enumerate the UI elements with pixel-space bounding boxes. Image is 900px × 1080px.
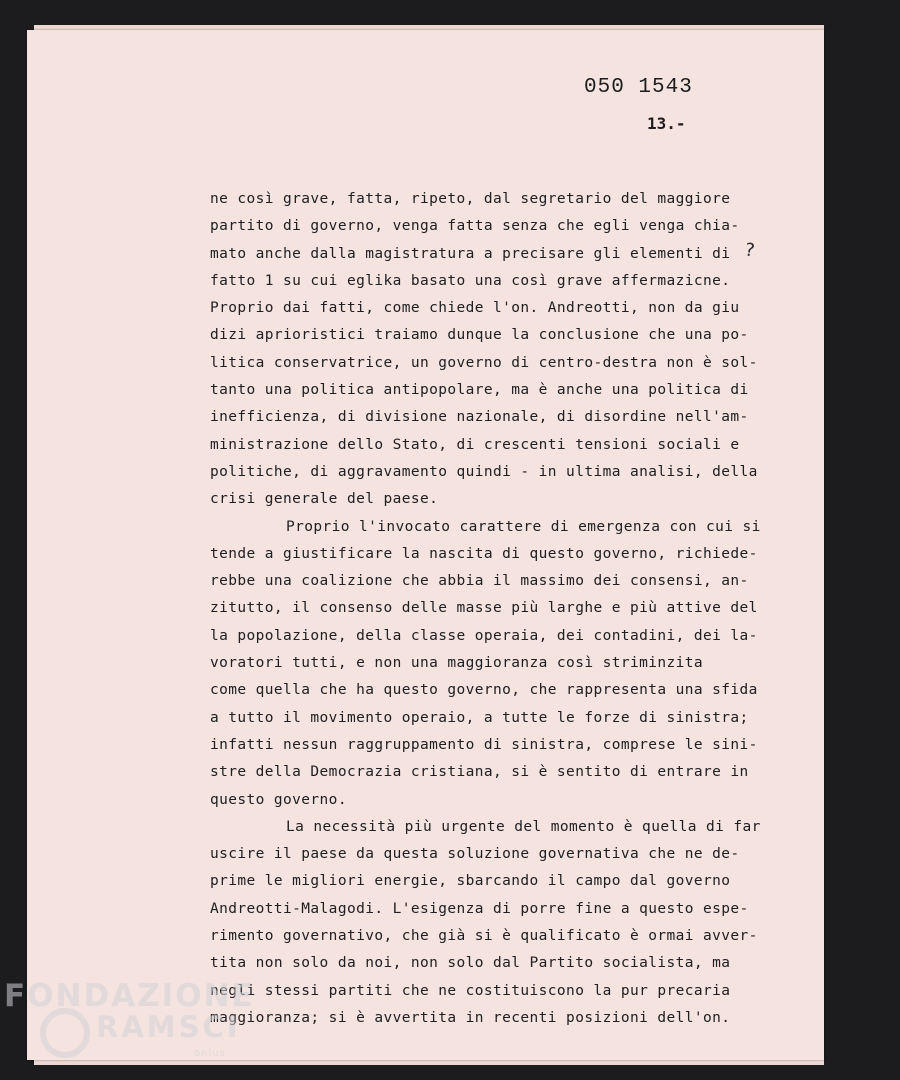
document-number: 050 1543 [584,76,693,99]
text-line: tende a giustificare la nascita di questo governo, richiede- [210,545,758,562]
text-line: Andreotti-Malagodi. L'esigenza di porre fine a questo espe- [210,900,749,917]
text-line: politiche, di aggravamento quindi - in ultima analisi, della [210,463,758,480]
watermark-line-2: RAMSCI [96,1010,241,1044]
text-line: tita non solo da noi, non solo dal Partito socialista, ma [210,955,731,972]
text-line: infatti nessun raggruppamento di sinistra, comprese le sini- [210,736,758,753]
text-line: ministrazione dello Stato, di crescenti tensioni sociali e [210,436,740,453]
text-line: Proprio dai fatti, come chiede l'on. Andreotti, non da giu [210,300,740,317]
text-line: negli stessi partiti che ne costituiscono la pur precaria [210,982,731,999]
text-line: rimento governativo, che già si è qualificato è ormai avver- [210,928,758,945]
text-line: rebbe una coalizione che abbia il massimo dei consensi, an- [210,573,749,590]
text-line: dizi aprioristici traiamo dunque la conclusione che una po- [210,327,749,344]
text-line: litica conservatrice, un governo di centro-destra non è sol- [210,354,758,371]
text-line: ne così grave, fatta, ripeto, dal segretario del maggiore [210,191,731,207]
text-line: prime le migliori energie, sbarcando il campo dal governo [210,873,731,890]
text-line: zitutto, il consenso delle masse più larghe e più attive del [210,600,758,617]
margin-question-mark: ? [743,239,756,262]
text-line: inefficienza, di divisione nazionale, di disordine nell'am- [210,409,749,426]
watermark-g-icon [40,1008,90,1058]
text-line: tanto una politica antipopolare, ma è anche una politica di [210,382,749,399]
text-line: partito di governo, venga fatta senza che egli venga chia- [210,218,740,235]
text-line: a tutto il movimento operaio, a tutte le forze di sinistra; [210,709,749,726]
text-line: come quella che ha questo governo, che rappresenta una sfida [210,682,758,699]
paragraph-start-line: Proprio l'invocato carattere di emergenza con cui si [286,518,761,535]
watermark-line-3: onlus [194,1048,226,1059]
fondazione-gramsci-watermark [4,978,255,1059]
typewritten-text [210,186,810,1032]
text-line: uscire il paese da questa soluzione governativa che ne de- [210,846,740,863]
text-line: crisi generale del paese. [210,491,439,508]
text-line: maggioranza; si è avvertita in recenti posizioni dell'on. [210,1009,731,1026]
watermark-line-1: FONDAZIONE [4,978,255,1014]
text-line: questo governo. [210,791,347,808]
page-number: 13.- [647,114,686,133]
text-line: voratori tutti, e non una maggioranza così striminzita [210,655,704,672]
text-line: fatto 1 su cui eglika basato una così grave affermazicne. [210,272,731,289]
text-line: la popolazione, della classe operaia, dei contadini, dei la- [210,627,758,644]
text-line: stre della Democrazia cristiana, si è sentito di entrare in [210,764,749,781]
paragraph-start-line: La necessità più urgente del momento è quella di far [286,818,761,835]
text-line: mato anche dalla magistratura a precisare gli elementi di [210,245,731,262]
